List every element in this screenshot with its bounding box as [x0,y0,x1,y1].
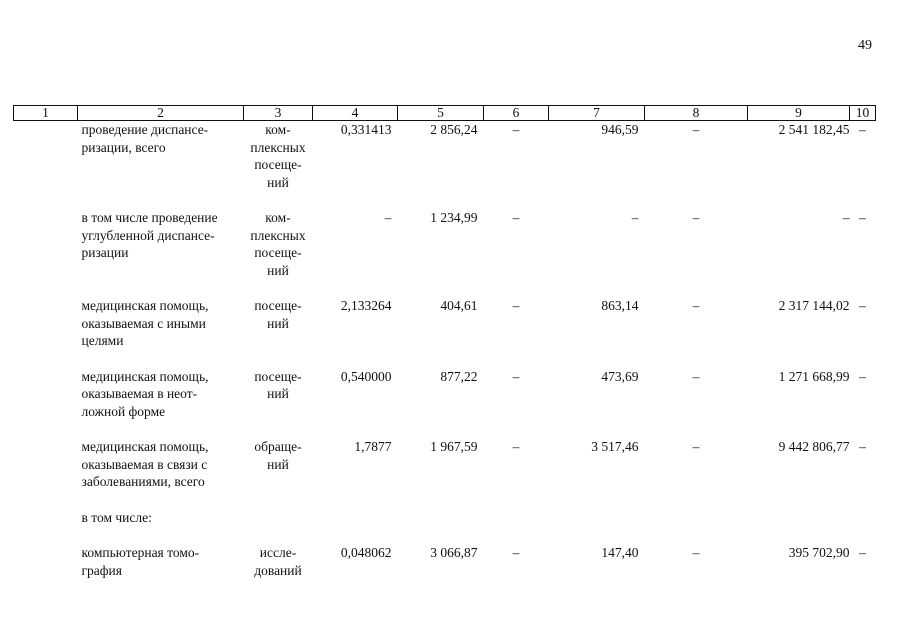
value-cell-col8: – [692,368,700,384]
value-cell-col10: – [859,368,866,384]
spacer-cell [14,191,876,209]
unit-cell [244,509,313,527]
header-row [14,106,876,121]
value-cell-col4 [313,509,398,527]
table-row [14,297,876,350]
row-spacer [14,279,876,297]
indicator-name-cell: медицинская помощь, оказываемая с иными целями [81,298,209,348]
page-number: 49 [858,38,872,53]
value-cell-col5: 2 856,24 [430,122,478,137]
value-cell-col6: – [512,298,520,313]
row-number-cell [14,544,78,579]
value-cell-col8 [645,509,748,527]
value-cell-col5: 877,22 [440,368,478,384]
table-row [14,509,876,527]
unit-cell: обраще- ний [254,439,302,472]
value-cell-col8: – [692,439,700,454]
value-cell-col6: – [512,368,520,384]
value-cell-col4: – [384,210,392,225]
value-cell-col10: – [859,298,866,313]
indicator-name-cell: в том числе: [81,509,152,525]
indicator-name-cell: в том числе проведение углубленной диспансе- ризации [81,210,218,260]
value-cell-col7: 147,40 [601,545,639,560]
column-header: 4 [313,106,398,121]
unit-cell: ком- плексных посеще- ний [250,210,306,278]
spacer-cell [14,526,876,544]
value-cell-col4: 2,133264 [340,298,392,313]
row-number-cell [14,297,78,350]
value-cell-col4: 0,331413 [340,122,392,137]
value-cell-col5 [398,509,484,527]
value-cell-col4: 0,048062 [340,545,392,560]
value-cell-col5: 404,61 [440,298,478,313]
column-header: 5 [398,106,484,121]
value-cell-col9: 2 541 182,45 [778,122,850,137]
value-cell-col7 [549,509,645,527]
value-cell-col9: 395 702,90 [788,545,850,560]
value-cell-col7: – [631,210,639,225]
value-cell-col8: – [692,122,700,137]
value-cell-col5: 3 066,87 [430,545,478,560]
value-cell-col6 [484,509,549,527]
value-cell-col7: 863,14 [601,298,639,313]
indicator-name-cell: проведение диспансе- ризации, всего [81,122,209,155]
value-cell-col9: 2 317 144,02 [778,298,850,313]
table-body [14,121,876,580]
unit-cell: иссле- дований [254,545,302,578]
table-row [14,544,876,579]
column-header: 1 [14,106,78,121]
value-cell-col9: – [842,210,850,225]
row-number-cell [14,438,78,491]
value-cell-col8: – [692,545,700,560]
value-cell-col9: 9 442 806,77 [778,439,850,454]
table-row [14,438,876,491]
value-cell-col8: – [692,298,700,313]
spacer-cell [14,279,876,297]
indicator-name-cell: медицинская помощь, оказываемая в неот- ложной форме [81,368,209,419]
value-cell-col7: 473,69 [601,368,639,384]
table-row [14,209,876,279]
value-cell-col9 [748,509,850,527]
row-number-cell [14,121,78,192]
data-table [13,105,876,579]
value-cell-col9: 1 271 668,99 [778,368,850,384]
unit-cell: посеще- ний [254,368,302,401]
row-spacer [14,191,876,209]
row-number-cell [14,209,78,279]
spacer-cell [14,420,876,438]
row-spacer [14,420,876,438]
value-cell-col10: – [859,122,866,137]
value-cell-col6: – [512,210,520,225]
value-cell-col6: – [512,545,520,560]
value-cell-col7: 3 517,46 [591,439,639,454]
value-cell-col6: – [512,122,520,137]
value-cell-col5: 1 234,99 [430,210,478,225]
table-row [14,121,876,192]
value-cell-col10: – [859,439,866,454]
column-header: 7 [549,106,645,121]
table-row [14,368,876,421]
spacer-cell [14,350,876,368]
value-cell-col4: 0,540000 [340,368,392,384]
column-header: 8 [645,106,748,121]
row-number-cell [14,368,78,421]
value-cell-col8: – [692,210,700,225]
indicator-name-cell: компьютерная томо- графия [81,545,200,578]
value-cell-col6: – [512,439,520,454]
row-number-cell [14,509,78,527]
value-cell-col4: 1,7877 [354,439,392,454]
column-header: 10 [850,106,876,121]
column-header: 3 [244,106,313,121]
row-spacer [14,350,876,368]
indicator-name-cell: медицинская помощь, оказываемая в связи с заболеваниями, всего [81,439,209,489]
unit-cell: ком- плексных посеще- ний [250,122,306,190]
value-cell-col10: – [859,210,866,225]
value-cell-col7: 946,59 [601,122,639,137]
column-header: 2 [78,106,244,121]
column-header: 9 [748,106,850,121]
value-cell-col10: – [859,545,866,560]
row-spacer [14,491,876,509]
spacer-cell [14,491,876,509]
column-header: 6 [484,106,549,121]
unit-cell: посеще- ний [254,298,302,331]
row-spacer [14,526,876,544]
value-cell-col10 [850,509,876,527]
value-cell-col5: 1 967,59 [430,439,478,454]
